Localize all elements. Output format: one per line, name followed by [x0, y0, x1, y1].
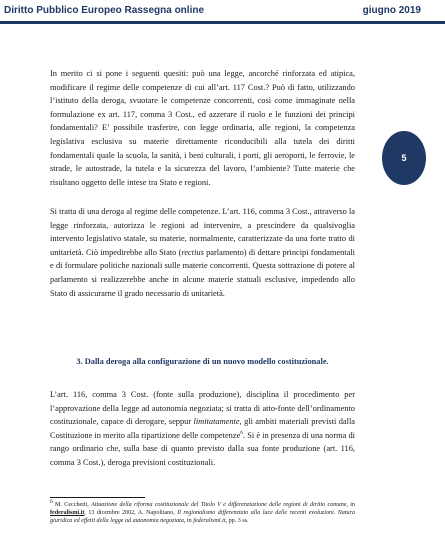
page-header — [0, 0, 445, 22]
issue-date: giugno 2019 — [362, 5, 421, 16]
paragraph-3-text-b: , gli ambiti materiali previsti dalla Costituzione in merito alla ripartizione delle competenze — [50, 417, 356, 440]
paragraph-2 — [50, 205, 355, 300]
footnote-reference[interactable]: 6 — [240, 429, 244, 436]
footnote-in-1: , in — [346, 502, 356, 508]
paragraph-3-text-a: L’art. 116, comma 3 Cost. (fonte sulla produzione), disciplina il procedimento per l’approvazione della legge ad autonomia negoziata; si tratta di atto-fonte dell’ordinamento costituzionale, capace di derogare, seppur — [50, 390, 355, 427]
footnote-number: 6 — [50, 498, 53, 505]
footnote-author-1: M. Cecchetti, — [52, 502, 92, 508]
paragraph-3-italic: limitatamente — [193, 417, 240, 427]
footnote-title-2: Il regionalismo differenziato alla luce delle recenti evoluzioni. Natura giuridica ed effetti della legge ad autonomia negoziata — [50, 510, 356, 525]
paragraph-3 — [50, 388, 355, 470]
paragraph-1: In merito ci si pone i seguenti quesiti: può una legge, ancorché rinforzata ed atipica, modificare il regime delle competenze di cui all’art. 117 Cost.? Può di fatto, utilizzando l’istituto della deroga, svuotare le competenze concorrenti, così come immaginate nella formulazione ex art. 117, comma 3 Cost., ed azzerare il ruolo e le funzioni dei principi fondamentali? E’ possibile trasferire, con legge ordinaria, alle regioni, la competenza legislativa esclusiva su materie direttamente riconducibili alla tutela dei diritti fondamentali quale la scuola, la sanità, i beni culturali, i porti, gli aeroporti, le ferrovie, le strade, le autostrade, la tutela e la sicurezza del lavoro, l’ambiente? Tutte materie che risultano oggetto delle intese tra Stato e regioni. — [50, 69, 355, 187]
page-number-badge — [382, 131, 426, 185]
footnote-separator — [50, 497, 145, 498]
paragraph-2-text-b: parlamento) di dettare principi fondamentali e di formulare politiche nazionali sulle materie concorrenti. Questa sottrazione di potere al parlamento si realizzerebbe anche in alcune materie statuali esclusive, impedendo allo Stato di assicurarne il grado necessario di unitarietà. — [50, 247, 355, 298]
section-heading: 3. Dalla deroga alla configurazione di un nuovo modello costituzionale. — [76, 357, 329, 366]
footnote-rest-1: , 13 dicembre 2002, A. Napolitano, — [84, 510, 178, 517]
footnote-title-1: Attuazione della riforma costituzionale del Titolo V e differenziazione delle regioni di diritto comune — [91, 502, 347, 508]
footnote-in-2: , in — [183, 518, 194, 525]
journal-title: Diritto Pubblico Europeo Rassegna online — [4, 5, 205, 16]
footnote-pages: , pp. 3 ss. — [225, 518, 249, 525]
footnote-6 — [50, 498, 356, 526]
footnote-source-2: federalismi.it — [193, 518, 226, 525]
paragraph-2-text-a: Si tratta di una deroga al regime delle competenze. L’art. 116, comma 3 Cost., attraverso la legge rinforzata, autorizza le regioni ad intervenire, a prescindere da qualsivoglia intervento legislativo statale, su materie, normalmente, caratterizzate da una forte tratto di unitarietà. Ciò impedirebbe allo Stato ( — [50, 207, 355, 257]
page-number: 5 — [401, 153, 407, 163]
footnote-link-federalismi[interactable]: federalismi.it — [50, 510, 85, 517]
paragraph-2-italic: rectius — [181, 247, 204, 257]
paragraph-3-text-c: . Si è in presenza di una norma di rango ordinario che, sulla base di quanto previsto dalla sua fonte produzione (art. 116, comma 3 Cost.), deroga previsioni costituzionali. — [50, 430, 355, 467]
header-rule — [0, 21, 445, 24]
